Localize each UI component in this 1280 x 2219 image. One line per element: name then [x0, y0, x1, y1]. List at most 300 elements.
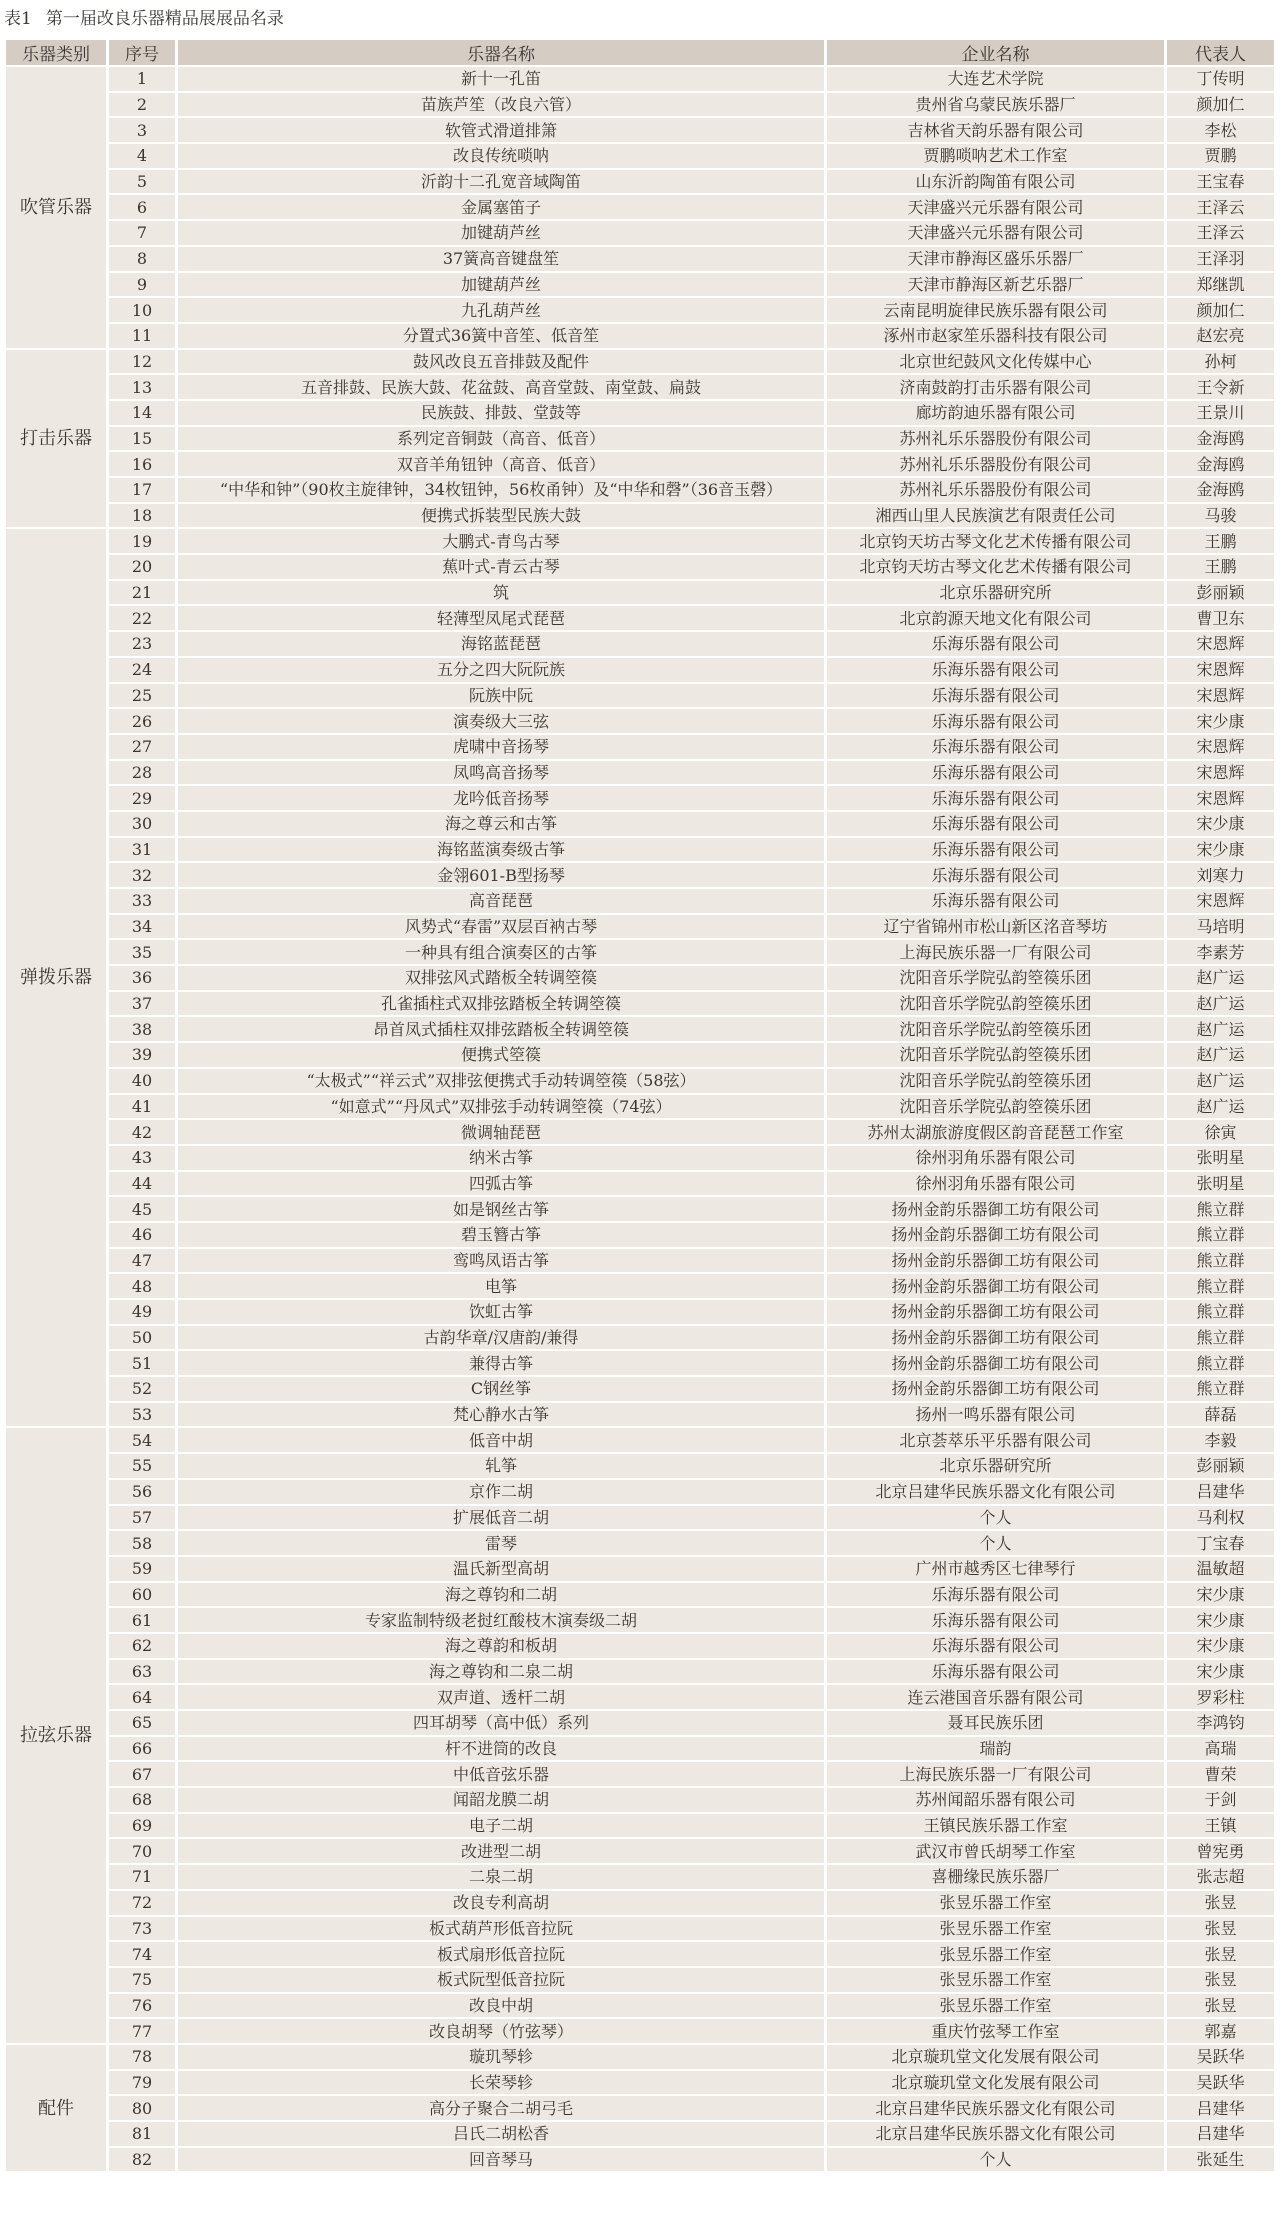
table-row — [6, 915, 1274, 939]
number-cell: 19 — [109, 529, 175, 553]
representative-cell: 宋恩辉 — [1167, 889, 1274, 913]
company-name-cell: 张昱乐器工作室 — [827, 1968, 1164, 1992]
representative-cell: 宋恩辉 — [1167, 761, 1274, 785]
table-row — [6, 1454, 1274, 1478]
company-name-cell: 乐海乐器有限公司 — [827, 1660, 1164, 1684]
representative-cell: 金海鸥 — [1167, 478, 1274, 502]
company-name-cell: 张昱乐器工作室 — [827, 1917, 1164, 1941]
number-cell: 67 — [109, 1762, 175, 1786]
company-name-cell: 乐海乐器有限公司 — [827, 735, 1164, 759]
company-name-cell: 张昱乐器工作室 — [827, 1942, 1164, 1966]
company-name-cell: 沈阳音乐学院弘韵箜篌乐团 — [827, 1043, 1164, 1067]
representative-cell: 熊立群 — [1167, 1274, 1274, 1298]
number-cell: 3 — [109, 118, 175, 142]
representative-cell: 温敏超 — [1167, 1557, 1274, 1581]
number-cell: 46 — [109, 1223, 175, 1247]
instrument-name-cell: 长荣琴轸 — [178, 2071, 824, 2095]
number-cell: 52 — [109, 1377, 175, 1401]
number-cell: 29 — [109, 786, 175, 810]
instrument-name-cell: 轻薄型凤尾式琵琶 — [178, 606, 824, 630]
table-row — [6, 1634, 1274, 1658]
number-cell: 31 — [109, 838, 175, 862]
company-name-cell: 北京璇玑堂文化发展有限公司 — [827, 2045, 1164, 2069]
table-row — [6, 1917, 1274, 1941]
instrument-name-cell: 中低音弦乐器 — [178, 1762, 824, 1786]
table-row — [6, 1531, 1274, 1555]
company-name-cell: 扬州金韵乐器御工坊有限公司 — [827, 1351, 1164, 1375]
company-name-cell: 扬州金韵乐器御工坊有限公司 — [827, 1223, 1164, 1247]
company-name-cell: 天津市静海区盛乐乐器厂 — [827, 247, 1164, 271]
instrument-name-cell: 系列定音铜鼓（高音、低音） — [178, 427, 824, 451]
table-row — [6, 761, 1274, 785]
number-cell: 58 — [109, 1531, 175, 1555]
table-row — [6, 1608, 1274, 1632]
table-row — [6, 889, 1274, 913]
instrument-name-cell: 虎啸中音扬琴 — [178, 735, 824, 759]
header-company: 企业名称 — [827, 40, 1164, 65]
table-row — [6, 1968, 1274, 1992]
category-cell: 拉弦乐器 — [6, 1428, 106, 2043]
company-name-cell: 乐海乐器有限公司 — [827, 658, 1164, 682]
table-row — [6, 1351, 1274, 1375]
company-name-cell: 乐海乐器有限公司 — [827, 786, 1164, 810]
number-cell: 64 — [109, 1685, 175, 1709]
table-row — [6, 478, 1274, 502]
representative-cell: 彭丽颖 — [1167, 1454, 1274, 1478]
number-cell: 66 — [109, 1737, 175, 1761]
instrument-name-cell: 温氏新型高胡 — [178, 1557, 824, 1581]
representative-cell: 吕建华 — [1167, 2096, 1274, 2120]
company-name-cell: 北京荟萃乐平乐器有限公司 — [827, 1428, 1164, 1452]
number-cell: 71 — [109, 1865, 175, 1889]
company-name-cell: 天津市静海区新艺乐器厂 — [827, 273, 1164, 297]
representative-cell: 王令新 — [1167, 375, 1274, 399]
number-cell: 79 — [109, 2071, 175, 2095]
number-cell: 24 — [109, 658, 175, 682]
number-cell: 57 — [109, 1506, 175, 1530]
number-cell: 75 — [109, 1968, 175, 1992]
company-name-cell: 廊坊韵迪乐器有限公司 — [827, 401, 1164, 425]
representative-cell: 熊立群 — [1167, 1326, 1274, 1350]
representative-cell: 徐寅 — [1167, 1120, 1274, 1144]
number-cell: 72 — [109, 1891, 175, 1915]
representative-cell: 金海鸥 — [1167, 452, 1274, 476]
representative-cell: 曹卫东 — [1167, 606, 1274, 630]
company-name-cell: 瑞韵 — [827, 1737, 1164, 1761]
number-cell: 56 — [109, 1480, 175, 1504]
instrument-name-cell: 饮虹古筝 — [178, 1300, 824, 1324]
representative-cell: 赵广运 — [1167, 1069, 1274, 1093]
instrument-name-cell: 五分之四大阮阮族 — [178, 658, 824, 682]
representative-cell: 赵宏亮 — [1167, 324, 1274, 348]
company-name-cell: 苏州礼乐乐器股份有限公司 — [827, 478, 1164, 502]
table-row — [6, 144, 1274, 168]
representative-cell: 颜加仁 — [1167, 298, 1274, 322]
number-cell: 51 — [109, 1351, 175, 1375]
representative-cell: 赵广运 — [1167, 1095, 1274, 1119]
company-name-cell: 武汉市曾氏胡琴工作室 — [827, 1839, 1164, 1863]
representative-cell: 赵广运 — [1167, 1017, 1274, 1041]
table-row — [6, 324, 1274, 348]
representative-cell: 罗彩柱 — [1167, 1685, 1274, 1709]
number-cell: 16 — [109, 452, 175, 476]
representative-cell: 宋恩辉 — [1167, 786, 1274, 810]
representative-cell: 丁传明 — [1167, 67, 1274, 91]
representative-cell: 孙柯 — [1167, 350, 1274, 374]
representative-cell: 李鸿钧 — [1167, 1711, 1274, 1735]
table-row — [6, 1043, 1274, 1067]
number-cell: 81 — [109, 2122, 175, 2146]
instrument-table — [3, 38, 1277, 2173]
instrument-name-cell: 电筝 — [178, 1274, 824, 1298]
instrument-name-cell: 海之尊韵和板胡 — [178, 1634, 824, 1658]
company-name-cell: 乐海乐器有限公司 — [827, 1583, 1164, 1607]
company-name-cell: 贾鹏唢呐艺术工作室 — [827, 144, 1164, 168]
instrument-name-cell: 低音中胡 — [178, 1428, 824, 1452]
number-cell: 49 — [109, 1300, 175, 1324]
company-name-cell: 吉林省天韵乐器有限公司 — [827, 118, 1164, 142]
representative-cell: 马培明 — [1167, 915, 1274, 939]
representative-cell: 宋少康 — [1167, 1634, 1274, 1658]
company-name-cell: 张昱乐器工作室 — [827, 1994, 1164, 2018]
representative-cell: 张昱 — [1167, 1968, 1274, 1992]
number-cell: 12 — [109, 350, 175, 374]
representative-cell: 宋少康 — [1167, 838, 1274, 862]
number-cell: 39 — [109, 1043, 175, 1067]
instrument-name-cell: 海之尊钧和二胡 — [178, 1583, 824, 1607]
number-cell: 6 — [109, 195, 175, 219]
instrument-name-cell: 软管式滑道排箫 — [178, 118, 824, 142]
company-name-cell: 北京乐器研究所 — [827, 1454, 1164, 1478]
representative-cell: 宋少康 — [1167, 709, 1274, 733]
instrument-name-cell: 双声道、透杆二胡 — [178, 1685, 824, 1709]
table-row — [6, 427, 1274, 451]
representative-cell: 宋少康 — [1167, 1660, 1274, 1684]
table-row — [6, 966, 1274, 990]
table-row — [6, 735, 1274, 759]
instrument-name-cell: C钢丝筝 — [178, 1377, 824, 1401]
instrument-name-cell: 海之尊云和古筝 — [178, 812, 824, 836]
company-name-cell: 上海民族乐器一厂有限公司 — [827, 1762, 1164, 1786]
table-row — [6, 2045, 1274, 2069]
table-row — [6, 195, 1274, 219]
instrument-name-cell: 分置式36簧中音笙、低音笙 — [178, 324, 824, 348]
number-cell: 26 — [109, 709, 175, 733]
instrument-name-cell: 凤鸣高音扬琴 — [178, 761, 824, 785]
company-name-cell: 北京璇玑堂文化发展有限公司 — [827, 2071, 1164, 2095]
company-name-cell: 济南鼓韵打击乐器有限公司 — [827, 375, 1164, 399]
instrument-name-cell: 板式葫芦形低音拉阮 — [178, 1917, 824, 1941]
company-name-cell: 个人 — [827, 2148, 1164, 2172]
table-header-row — [6, 40, 1274, 65]
company-name-cell: 乐海乐器有限公司 — [827, 812, 1164, 836]
company-name-cell: 乐海乐器有限公司 — [827, 1608, 1164, 1632]
instrument-name-cell: 闻韶龙膜二胡 — [178, 1788, 824, 1812]
company-name-cell: 扬州金韵乐器御工坊有限公司 — [827, 1326, 1164, 1350]
company-name-cell: 苏州闻韶乐器有限公司 — [827, 1788, 1164, 1812]
table-row — [6, 1506, 1274, 1530]
instrument-name-cell: 昂首凤式插柱双排弦踏板全转调箜篌 — [178, 1017, 824, 1041]
table-row — [6, 606, 1274, 630]
company-name-cell: 天津盛兴元乐器有限公司 — [827, 221, 1164, 245]
representative-cell: 宋少康 — [1167, 812, 1274, 836]
table-row — [6, 452, 1274, 476]
representative-cell: 王泽云 — [1167, 195, 1274, 219]
instrument-name-cell: 梵心静水古筝 — [178, 1403, 824, 1427]
number-cell: 23 — [109, 632, 175, 656]
instrument-name-cell: 双音羊角钮钟（高音、低音） — [178, 452, 824, 476]
table-body — [6, 67, 1274, 2171]
number-cell: 73 — [109, 1917, 175, 1941]
number-cell: 11 — [109, 324, 175, 348]
category-cell: 弹拨乐器 — [6, 529, 106, 1426]
representative-cell: 郭嘉 — [1167, 2019, 1274, 2043]
table-row — [6, 1146, 1274, 1170]
table-row — [6, 940, 1274, 964]
representative-cell: 彭丽颖 — [1167, 581, 1274, 605]
number-cell: 60 — [109, 1583, 175, 1607]
instrument-name-cell: 改进型二胡 — [178, 1839, 824, 1863]
representative-cell: 薛磊 — [1167, 1403, 1274, 1427]
company-name-cell: 乐海乐器有限公司 — [827, 684, 1164, 708]
table-row — [6, 1685, 1274, 1709]
representative-cell: 吕建华 — [1167, 1480, 1274, 1504]
number-cell: 21 — [109, 581, 175, 605]
table-row — [6, 1660, 1274, 1684]
company-name-cell: 扬州金韵乐器御工坊有限公司 — [827, 1197, 1164, 1221]
instrument-name-cell: 双排弦风式踏板全转调箜篌 — [178, 966, 824, 990]
table-row — [6, 170, 1274, 194]
number-cell: 15 — [109, 427, 175, 451]
table-row — [6, 581, 1274, 605]
representative-cell: 王鹏 — [1167, 555, 1274, 579]
instrument-name-cell: 鼓风改良五音排鼓及配件 — [178, 350, 824, 374]
representative-cell: 宋少康 — [1167, 1608, 1274, 1632]
number-cell: 32 — [109, 863, 175, 887]
table-caption — [4, 6, 284, 32]
instrument-name-cell: 四耳胡琴（高中低）系列 — [178, 1711, 824, 1735]
representative-cell: 马利权 — [1167, 1506, 1274, 1530]
instrument-name-cell: 金翎601-B型扬琴 — [178, 863, 824, 887]
representative-cell: 赵广运 — [1167, 966, 1274, 990]
company-name-cell: 乐海乐器有限公司 — [827, 632, 1164, 656]
instrument-name-cell: 一种具有组合演奏区的古筝 — [178, 940, 824, 964]
company-name-cell: 沈阳音乐学院弘韵箜篌乐团 — [827, 1069, 1164, 1093]
number-cell: 14 — [109, 401, 175, 425]
company-name-cell: 张昱乐器工作室 — [827, 1891, 1164, 1915]
representative-cell: 赵广运 — [1167, 1043, 1274, 1067]
table-row — [6, 401, 1274, 425]
number-cell: 5 — [109, 170, 175, 194]
header-instrument: 乐器名称 — [178, 40, 824, 65]
instrument-name-cell: 沂韵十二孔宽音域陶笛 — [178, 170, 824, 194]
instrument-name-cell: 阮族中阮 — [178, 684, 824, 708]
number-cell: 50 — [109, 1326, 175, 1350]
company-name-cell: 扬州一鸣乐器有限公司 — [827, 1403, 1164, 1427]
representative-cell: 熊立群 — [1167, 1197, 1274, 1221]
number-cell: 63 — [109, 1660, 175, 1684]
number-cell: 42 — [109, 1120, 175, 1144]
number-cell: 62 — [109, 1634, 175, 1658]
instrument-name-cell: 电子二胡 — [178, 1814, 824, 1838]
table-row — [6, 375, 1274, 399]
table-row — [6, 1249, 1274, 1273]
number-cell: 7 — [109, 221, 175, 245]
instrument-name-cell: 演奏级大三弦 — [178, 709, 824, 733]
representative-cell: 张志超 — [1167, 1865, 1274, 1889]
representative-cell: 张昱 — [1167, 1942, 1274, 1966]
number-cell: 34 — [109, 915, 175, 939]
company-name-cell: 上海民族乐器一厂有限公司 — [827, 940, 1164, 964]
table-row — [6, 632, 1274, 656]
instrument-name-cell: 高音琵琶 — [178, 889, 824, 913]
representative-cell: 金海鸥 — [1167, 427, 1274, 451]
table-row — [6, 1839, 1274, 1863]
number-cell: 35 — [109, 940, 175, 964]
table-row — [6, 838, 1274, 862]
company-name-cell: 广州市越秀区七律琴行 — [827, 1557, 1164, 1581]
number-cell: 70 — [109, 1839, 175, 1863]
company-name-cell: 乐海乐器有限公司 — [827, 1634, 1164, 1658]
instrument-name-cell: 兼得古筝 — [178, 1351, 824, 1375]
instrument-name-cell: 海铭蓝演奏级古筝 — [178, 838, 824, 862]
instrument-name-cell: 五音排鼓、民族大鼓、花盆鼓、高音堂鼓、南堂鼓、扁鼓 — [178, 375, 824, 399]
table-row — [6, 1197, 1274, 1221]
number-cell: 18 — [109, 504, 175, 528]
company-name-cell: 连云港国音乐器有限公司 — [827, 1685, 1164, 1709]
instrument-name-cell: 二泉二胡 — [178, 1865, 824, 1889]
number-cell: 55 — [109, 1454, 175, 1478]
company-name-cell: 贵州省乌蒙民族乐器厂 — [827, 93, 1164, 117]
table-row — [6, 684, 1274, 708]
category-cell: 吹管乐器 — [6, 67, 106, 348]
company-name-cell: 北京钧天坊古琴文化艺术传播有限公司 — [827, 555, 1164, 579]
table-row — [6, 1223, 1274, 1247]
instrument-name-cell: 轧筝 — [178, 1454, 824, 1478]
representative-cell: 宋恩辉 — [1167, 735, 1274, 759]
table-row — [6, 1377, 1274, 1401]
table-row — [6, 1017, 1274, 1041]
instrument-name-cell: 筑 — [178, 581, 824, 605]
number-cell: 45 — [109, 1197, 175, 1221]
company-name-cell: 个人 — [827, 1531, 1164, 1555]
table-row — [6, 67, 1274, 91]
company-name-cell: 苏州太湖旅游度假区韵音琵琶工作室 — [827, 1120, 1164, 1144]
instrument-name-cell: 改良专利高胡 — [178, 1891, 824, 1915]
representative-cell: 王鹏 — [1167, 529, 1274, 553]
number-cell: 30 — [109, 812, 175, 836]
number-cell: 80 — [109, 2096, 175, 2120]
representative-cell: 刘寒力 — [1167, 863, 1274, 887]
table-row — [6, 221, 1274, 245]
representative-cell: 曹荣 — [1167, 1762, 1274, 1786]
instrument-name-cell: “如意式”“丹凤式”双排弦手动转调箜篌（74弦） — [178, 1095, 824, 1119]
representative-cell: 熊立群 — [1167, 1249, 1274, 1273]
company-name-cell: 云南昆明旋律民族乐器有限公司 — [827, 298, 1164, 322]
table-row — [6, 1403, 1274, 1427]
representative-cell: 李素芳 — [1167, 940, 1274, 964]
company-name-cell: 大连艺术学院 — [827, 67, 1164, 91]
number-cell: 38 — [109, 1017, 175, 1041]
number-cell: 41 — [109, 1095, 175, 1119]
number-cell: 65 — [109, 1711, 175, 1735]
company-name-cell: 扬州金韵乐器御工坊有限公司 — [827, 1377, 1164, 1401]
table-row — [6, 1069, 1274, 1093]
representative-cell: 王镇 — [1167, 1814, 1274, 1838]
representative-cell: 王宝春 — [1167, 170, 1274, 194]
table-row — [6, 863, 1274, 887]
table-row — [6, 247, 1274, 271]
instrument-name-cell: 碧玉簪古筝 — [178, 1223, 824, 1247]
instrument-name-cell: 37簧高音键盘笙 — [178, 247, 824, 271]
representative-cell: 张昱 — [1167, 1994, 1274, 2018]
number-cell: 69 — [109, 1814, 175, 1838]
instrument-name-cell: 民族鼓、排鼓、堂鼓等 — [178, 401, 824, 425]
company-name-cell: 湘西山里人民族演艺有限责任公司 — [827, 504, 1164, 528]
instrument-name-cell: 便携式拆装型民族大鼓 — [178, 504, 824, 528]
number-cell: 28 — [109, 761, 175, 785]
company-name-cell: 山东沂韵陶笛有限公司 — [827, 170, 1164, 194]
table-row — [6, 1326, 1274, 1350]
instrument-name-cell: 板式阮型低音拉阮 — [178, 1968, 824, 1992]
table-row — [6, 1583, 1274, 1607]
number-cell: 36 — [109, 966, 175, 990]
table-row — [6, 504, 1274, 528]
instrument-name-cell: 吕氏二胡松香 — [178, 2122, 824, 2146]
number-cell: 20 — [109, 555, 175, 579]
instrument-name-cell: 扩展低音二胡 — [178, 1506, 824, 1530]
table-row — [6, 1865, 1274, 1889]
number-cell: 13 — [109, 375, 175, 399]
table-row — [6, 1120, 1274, 1144]
instrument-name-cell: 新十一孔笛 — [178, 67, 824, 91]
company-name-cell: 北京乐器研究所 — [827, 581, 1164, 605]
company-name-cell: 乐海乐器有限公司 — [827, 889, 1164, 913]
number-cell: 1 — [109, 67, 175, 91]
instrument-name-cell: 微调轴琵琶 — [178, 1120, 824, 1144]
table-row — [6, 1711, 1274, 1735]
company-name-cell: 辽宁省锦州市松山新区洺音琴坊 — [827, 915, 1164, 939]
company-name-cell: 重庆竹弦琴工作室 — [827, 2019, 1164, 2043]
table-row — [6, 1428, 1274, 1452]
table-row — [6, 1942, 1274, 1966]
company-name-cell: 徐州羽角乐器有限公司 — [827, 1172, 1164, 1196]
instrument-name-cell: 苗族芦笙（改良六管） — [178, 93, 824, 117]
company-name-cell: 扬州金韵乐器御工坊有限公司 — [827, 1300, 1164, 1324]
number-cell: 53 — [109, 1403, 175, 1427]
instrument-name-cell: 高分子聚合二胡弓毛 — [178, 2096, 824, 2120]
instrument-name-cell: 板式扇形低音拉阮 — [178, 1942, 824, 1966]
company-name-cell: 苏州礼乐乐器股份有限公司 — [827, 452, 1164, 476]
table-row — [6, 992, 1274, 1016]
category-cell: 配件 — [6, 2045, 106, 2171]
instrument-name-cell: 改良胡琴（竹弦琴） — [178, 2019, 824, 2043]
representative-cell: 李松 — [1167, 118, 1274, 142]
instrument-name-cell: 雷琴 — [178, 1531, 824, 1555]
table-row — [6, 2019, 1274, 2043]
table-row — [6, 1274, 1274, 1298]
company-name-cell: 沈阳音乐学院弘韵箜篌乐团 — [827, 1095, 1164, 1119]
number-cell: 68 — [109, 1788, 175, 1812]
instrument-name-cell: 古韵华章/汉唐韵/兼得 — [178, 1326, 824, 1350]
table-row — [6, 1814, 1274, 1838]
company-name-cell: 王镇民族乐器工作室 — [827, 1814, 1164, 1838]
instrument-name-cell: 风势式“春雷”双层百衲古琴 — [178, 915, 824, 939]
header-number: 序号 — [109, 40, 175, 65]
instrument-name-cell: 龙吟低音扬琴 — [178, 786, 824, 810]
representative-cell: 郑继凯 — [1167, 273, 1274, 297]
instrument-name-cell: “中华和钟”（90枚主旋律钟，34枚钮钟，56枚甬钟）及“中华和磬”（36音玉磬） — [178, 478, 824, 502]
